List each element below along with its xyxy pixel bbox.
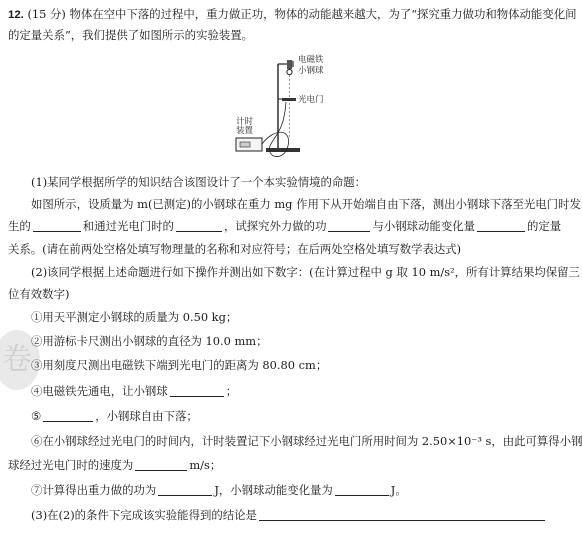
apparatus-figure bbox=[226, 55, 324, 168]
step-7-text-a: ⑦计算得出重力做的功为 bbox=[31, 483, 157, 497]
step-1: ①用天平测定小钢球的质量为 0.50 kg； bbox=[31, 310, 238, 324]
part1-l2-text-d: 与小钢球动能变化量 bbox=[372, 219, 475, 233]
watermark-seal: 卷 bbox=[0, 330, 40, 390]
blank-step-4[interactable] bbox=[170, 384, 224, 397]
part1-l2-text-c: ，试探究外力做的功 bbox=[223, 219, 327, 233]
step-6-text-b: 球经过光电门时的速度为 bbox=[8, 458, 134, 472]
part1-l2-text-b: 和通过光电门时的 bbox=[82, 219, 174, 233]
step-6-line1: ⑥在小钢球经过光电门的时间内，计时装置记下小钢球经过光电门所用时间为 2.50×10⁻³ s，由此可算得小钢 bbox=[31, 434, 582, 448]
question-number: 12. bbox=[8, 9, 24, 21]
blank-kinetic-energy-expression[interactable] bbox=[477, 219, 525, 232]
part1-l2-text-e: 的定量 bbox=[527, 219, 562, 233]
step-4-text-b: ； bbox=[225, 384, 238, 398]
step-2: ②用游标卡尺测出小钢球的直径为 10.0 mm； bbox=[31, 334, 268, 348]
label-timer-line1: 计时 bbox=[236, 117, 254, 127]
blank-step-5[interactable] bbox=[43, 409, 93, 422]
part1-line2 bbox=[8, 218, 561, 234]
part1-intro: (1)某同学根据所学的知识结合该图设计了一个本实验情境的命题： bbox=[31, 175, 367, 189]
step-4 bbox=[31, 383, 237, 399]
part3-text: (3)在(2)的条件下完成该实验能得到的结论是 bbox=[31, 508, 257, 522]
label-electromagnet: 电磁铁 bbox=[298, 55, 324, 65]
step-7-text-b: J，小钢球动能变化量为 bbox=[214, 483, 333, 497]
step-3: ③用刻度尺测出电磁铁下端到光电门的距离为 80.80 cm； bbox=[31, 358, 328, 372]
step-4-text-a: ④电磁铁先通电，让小钢球 bbox=[31, 384, 168, 398]
blank-work-value[interactable] bbox=[158, 483, 212, 496]
label-timer-line2: 装置 bbox=[236, 126, 254, 136]
blank-velocity[interactable] bbox=[176, 219, 222, 232]
part1-line1: 如图所示，设质量为 m(已测定)的小钢球在重力 mg 作用下从开始端自由下落，测出小钢球下落至光电门时发 bbox=[31, 197, 581, 211]
question-text-2: 的定量关系”，我们提供了如图所示的实验装置。 bbox=[8, 28, 254, 42]
step-7-text-c: J。 bbox=[390, 483, 407, 497]
question-text-1: (15 分) 物体在空中下落的过程中，重力做正功，物体的动能越来越大，为了“探究重力做功和物体动能变化间 bbox=[27, 7, 577, 21]
part1-l2-text-a: 生的 bbox=[8, 219, 31, 233]
step-6-text-c: m/s； bbox=[189, 458, 222, 472]
blank-velocity-value[interactable] bbox=[135, 458, 187, 471]
blank-distance[interactable] bbox=[33, 219, 81, 232]
part3-line bbox=[31, 507, 547, 523]
label-photogate: 光电门 bbox=[298, 95, 324, 105]
part2-intro-1: (2)该同学根据上述命题进行如下操作并测出如下数字：(在计算过程中 g 取 10 m/s²，所有计算结果均保留三 bbox=[31, 265, 580, 279]
step-5 bbox=[31, 408, 198, 424]
blank-conclusion[interactable] bbox=[259, 508, 545, 521]
blank-kinetic-energy-value[interactable] bbox=[335, 483, 389, 496]
step-5-text-a: ⑤ bbox=[31, 409, 42, 423]
question-line-1 bbox=[8, 6, 577, 23]
part1-line3: 关系。(请在前两处空格处填写物理量的名称和对应符号；在后两处空格处填写数学表达式) bbox=[8, 242, 462, 256]
step-6-line2 bbox=[8, 457, 221, 473]
step-7 bbox=[31, 482, 407, 498]
part2-intro-2: 位有效数字) bbox=[8, 287, 70, 301]
label-steel-ball: 小钢球 bbox=[298, 66, 324, 76]
step-5-text-b: ，小钢球自由下落； bbox=[95, 409, 198, 423]
blank-work-expression[interactable] bbox=[328, 219, 370, 232]
